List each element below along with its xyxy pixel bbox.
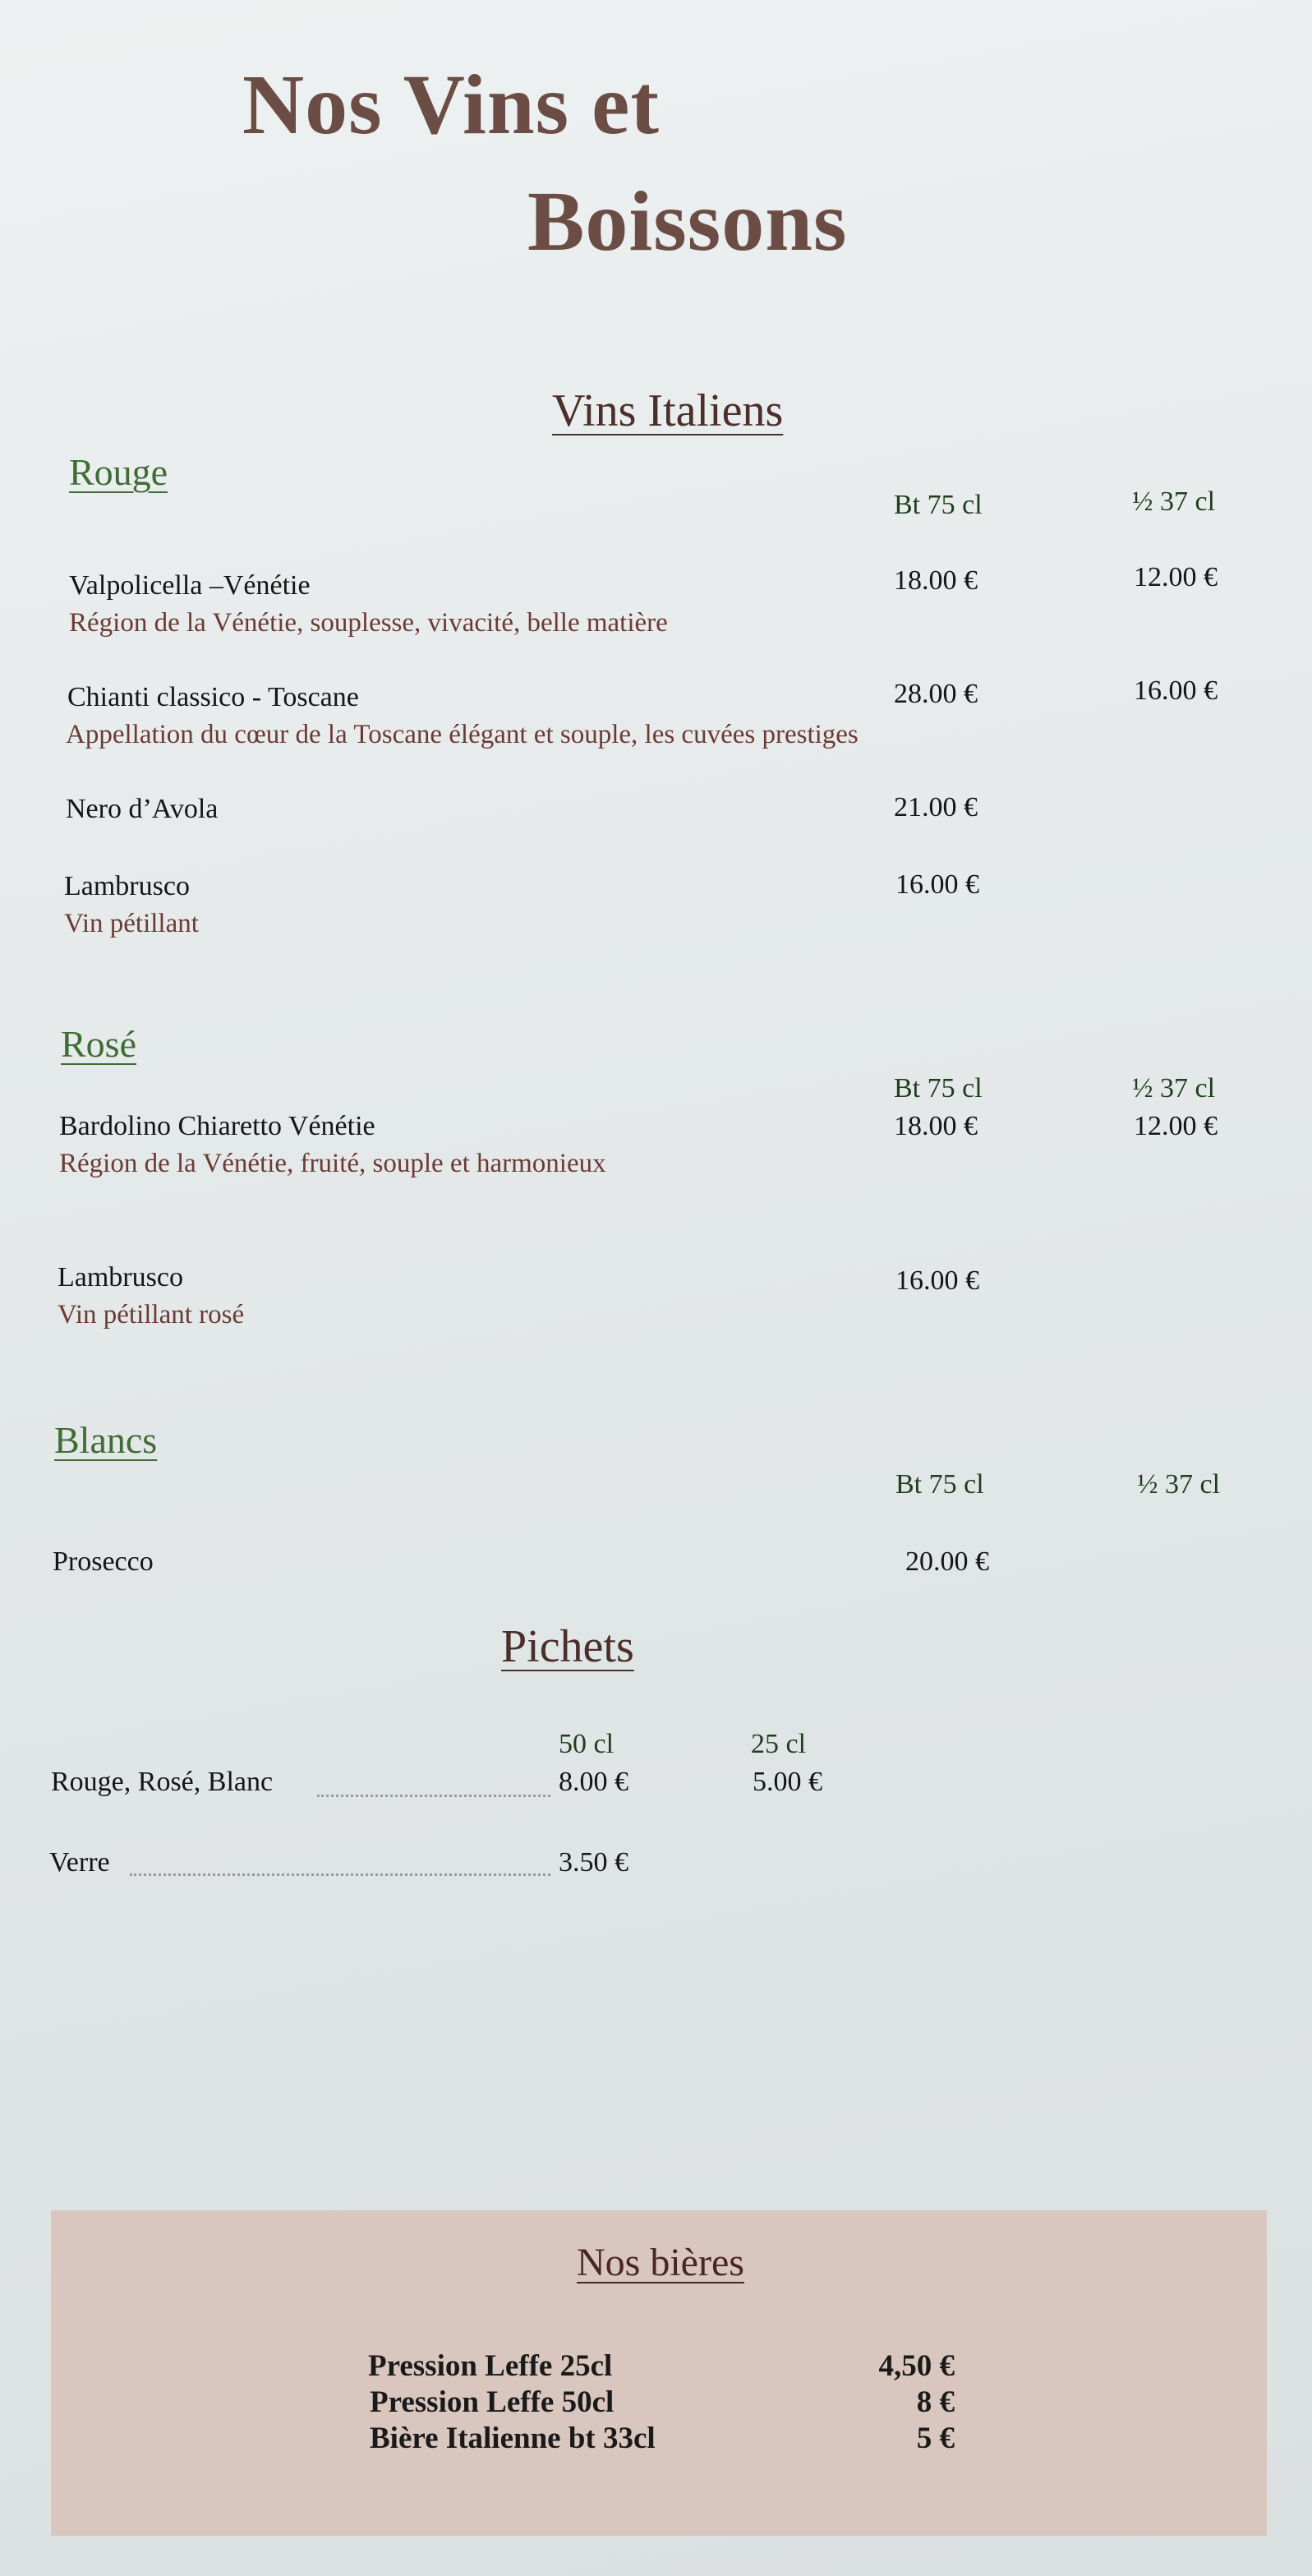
section-title-pichets: Pichets <box>501 1621 634 1672</box>
wine-description: Vin pétillant <box>64 909 199 938</box>
price-bottle: 16.00 € <box>895 869 979 900</box>
column-header-bottle: Bt 75 cl <box>894 1073 983 1104</box>
price-bottle: 18.00 € <box>894 1111 978 1141</box>
price-bottle: 28.00 € <box>894 679 978 709</box>
category-rouge: Rouge <box>69 451 168 493</box>
wine-name: Chianti classico - Toscane <box>67 682 359 712</box>
price-25cl: 5.00 € <box>753 1767 822 1797</box>
price-bottle: 18.00 € <box>894 565 978 596</box>
beer-name: Pression Leffe 50cl <box>370 2385 615 2419</box>
wine-description: Appellation du cœur de la Toscane élégant et souple, les cuvées prestiges <box>66 720 859 749</box>
dot-leader <box>130 1873 550 1876</box>
pichet-name: Rouge, Rosé, Blanc <box>51 1767 274 1797</box>
beer-price: 4,50 € <box>878 2349 955 2383</box>
column-header-half: ½ 37 cl <box>1137 1469 1221 1500</box>
beer-panel <box>51 2210 1267 2536</box>
price-half: 12.00 € <box>1134 1111 1218 1141</box>
column-header-half: ½ 37 cl <box>1132 486 1216 517</box>
wine-name: Lambrusco <box>64 871 190 901</box>
wine-name: Nero d’Avola <box>66 794 219 824</box>
price-bottle: 16.00 € <box>895 1265 979 1296</box>
beer-name: Bière Italienne bt 33cl <box>370 2422 656 2455</box>
beer-price: 5 € <box>916 2422 955 2455</box>
price-half: 16.00 € <box>1134 675 1218 706</box>
dot-leader <box>317 1795 550 1797</box>
price-50cl: 3.50 € <box>559 1847 628 1878</box>
wine-description: Vin pétillant rosé <box>58 1300 245 1329</box>
beer-name: Pression Leffe 25cl <box>368 2349 613 2383</box>
page-title-line1: Nos Vins et <box>242 58 660 152</box>
category-rose: Rosé <box>61 1023 136 1065</box>
price-half: 12.00 € <box>1134 562 1218 592</box>
wine-name: Prosecco <box>53 1546 154 1577</box>
page-title-line2: Boissons <box>527 174 848 269</box>
wine-description: Région de la Vénétie, fruité, souple et harmonieux <box>59 1149 606 1178</box>
price-bottle: 21.00 € <box>894 792 978 823</box>
wine-description: Région de la Vénétie, souplesse, vivacité, belle matière <box>69 608 668 638</box>
price-50cl: 8.00 € <box>559 1767 628 1797</box>
pichet-name: Verre <box>49 1847 110 1878</box>
column-header-half: ½ 37 cl <box>1132 1073 1216 1104</box>
column-header-50cl: 50 cl <box>559 1729 615 1759</box>
section-title-vins-italiens: Vins Italiens <box>552 385 784 436</box>
beer-price: 8 € <box>916 2385 955 2419</box>
wine-name: Bardolino Chiaretto Vénétie <box>59 1111 375 1141</box>
section-title-bieres: Nos bières <box>577 2241 744 2284</box>
column-header-bottle: Bt 75 cl <box>894 490 983 520</box>
column-header-bottle: Bt 75 cl <box>895 1469 984 1500</box>
price-bottle: 20.00 € <box>905 1546 989 1577</box>
wine-name: Lambrusco <box>58 1262 183 1293</box>
category-blancs: Blancs <box>54 1419 158 1461</box>
wine-name: Valpolicella –Vénétie <box>69 570 311 601</box>
column-header-25cl: 25 cl <box>751 1729 807 1759</box>
